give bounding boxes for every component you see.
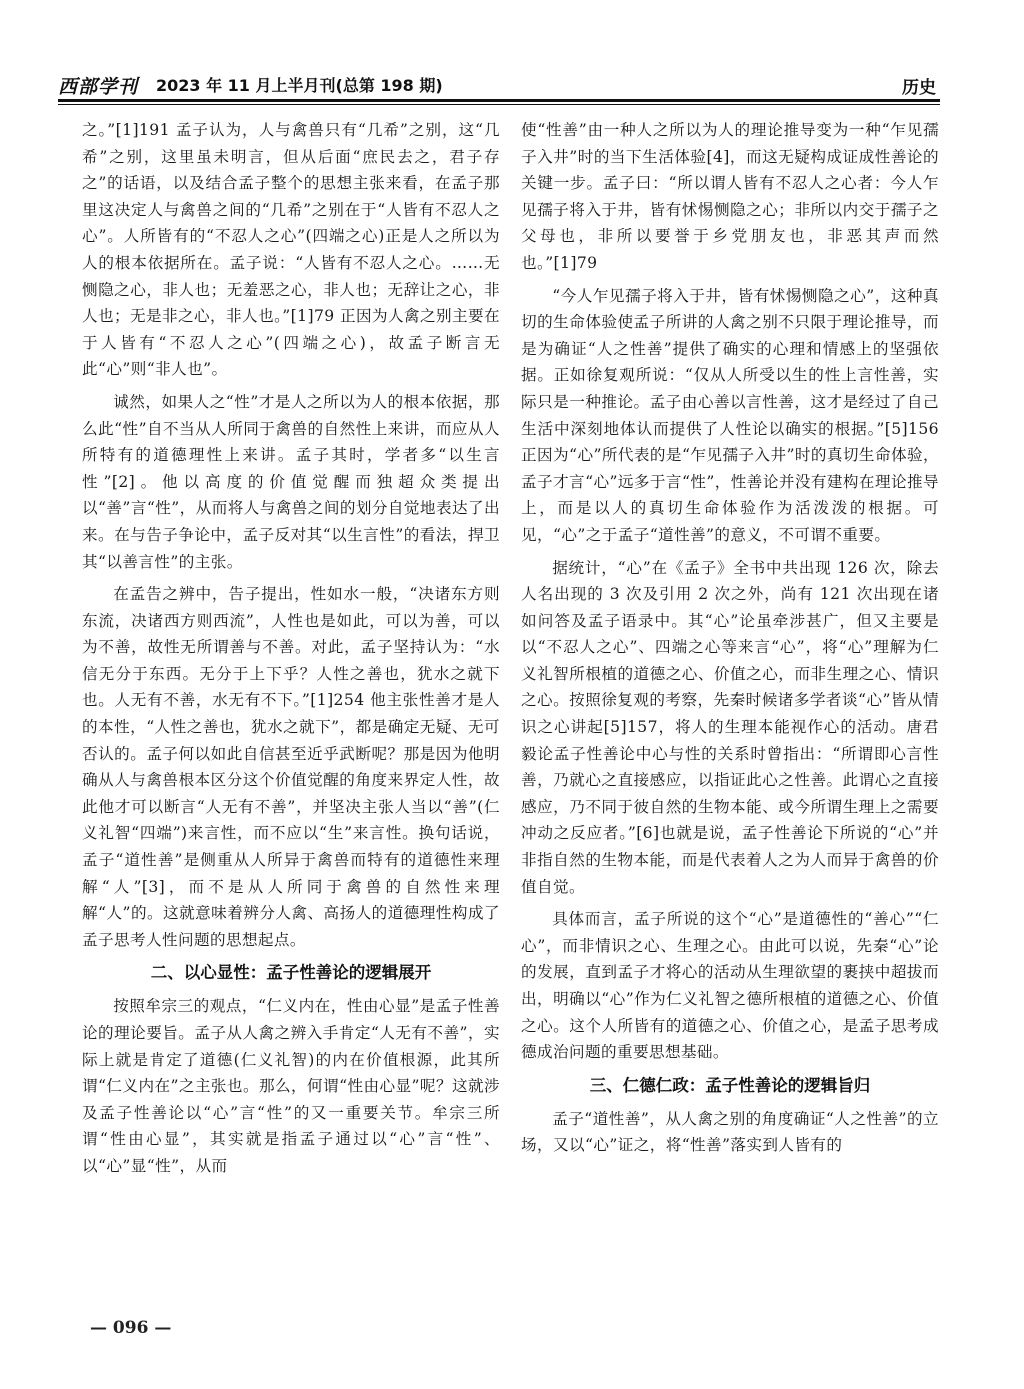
body-paragraph: 孟子“道性善”，从人禽之别的角度确证“人之性善”的立场，又以“心”证之，将“性善”落实到人皆有的: [521, 1109, 939, 1155]
section-heading: 二、以心显性：孟子性善论的逻辑展开: [150, 963, 432, 983]
section-heading: 三、仁德仁政：孟子性善论的逻辑旨归: [589, 1075, 871, 1095]
page-header: [58, 70, 940, 100]
header-rule-thin: [58, 104, 940, 105]
journal-name: 西部学刊: [58, 76, 139, 98]
right-column: [521, 117, 939, 1297]
body-paragraph: 按照牟宗三的观点，“仁义内在，性由心显”是孟子性善论的理论要旨。孟子从人禽之辨入手肯定“人无有不善”，实际上就是肯定了道德(仁义礼智)的内在价值根源，此其所谓“仁义内在”之主张也。那么，何谓“性由心显”呢？这就涉及孟子性善论以“心”言“性”的又一重要关节。牟宗三所谓“性由心显”，其实就是指孟子通过以“心”言“性”、以“心”显“性”，从而: [82, 997, 500, 1175]
section-label: 历史: [902, 78, 936, 98]
body-paragraph: “今人乍见孺子将入于井，皆有怵惕恻隐之心”，这种真切的生命体验使孟子所讲的人禽之别不只限于理论推导，而是为确证“人之性善”提供了确实的心理和情感上的坚强依据。正如徐复观所说：“仅从人所受以生的性上言性善，实际只是一种推论。孟子由心善以言性善，这才是经过了自己生活中深刻地体认而提供了人性论以确实的根据。”[5]156 正因为“心”所代表的是“乍见孺子入井”时的真切生命体验，孟子才言“心”远多于言“性”，性善论并没有建构在理论推导上，而是以人的真切生命体验作为活泼泼的根据。可见，“心”之于孟子“道性善”的意义，不可谓不重要。: [521, 286, 939, 544]
page-number: — 096 —: [90, 1318, 172, 1338]
issue-info: 2023 年 11 月上半月刊(总第 198 期): [156, 76, 443, 95]
body-paragraph: 诚然，如果人之“性”才是人之所以为人的根本依据，那么此“性”自不当从人所同于禽兽的自然性上来讲，而应从人所特有的道德理性上来讲。孟子其时，学者多“以生言性”[2]。他以高度的价值觉醒而独超众类提出以“善”言“性”，从而将人与禽兽之间的划分自觉地表达了出来。在与告子争论中，孟子反对其“以生言性”的看法，捍卫其“以善言性”的主张。: [82, 392, 500, 571]
body-paragraph: 之。”[1]191 孟子认为，人与禽兽只有“几希”之别，这“几希”之别，这里虽未明言，但从后面“庶民去之，君子存之”的话语，以及结合孟子整个的思想主张来看，在孟子那里这决定人与禽兽之间的“几希”之别在于“人皆有不忍人之心”。人所皆有的“不忍人之心”(四端之心)正是人之所以为人的根本依据所在。孟子说：“人皆有不忍人之心。……无恻隐之心，非人也；无羞恶之心，非人也；无辞让之心，非人也；无是非之心，非人也。”[1]79 正因为人禽之别主要在于人皆有“不忍人之心”(四端之心)，故孟子断言无此“心”则“非人也”。: [82, 121, 500, 379]
body-paragraph: 据统计，“心”在《孟子》全书中共出现 126 次，除去人名出现的 3 次及引用 2 次之外，尚有 121 次出现在诸如问答及孟子语录中。其“心”论虽牵涉甚广，但又主要是以“不忍人之心”、四端之心等来言“心”，将“心”理解为仁义礼智所根植的道德之心、价值之心，而非生理之心、情识之心。按照徐复观的考察，先秦时候诸多学者谈“心”皆从情识之心讲起[5]157，将人的生理本能视作心的活动。唐君毅论孟子性善论中心与性的关系时曾指出：“所谓即心言性善，乃就心之直接感应，以指证此心之性善。此谓心之直接感应，乃不同于彼自然的生物本能、或今所谓生理上之需要冲动之反应者。”[6]也就是说，孟子性善论下所说的“心”并非指自然的生物本能，而是代表着人之为人而异于禽兽的价值自觉。: [521, 558, 939, 896]
body-paragraph: 具体而言，孟子所说的这个“心”是道德性的“善心”“仁心”，而非情识之心、生理之心。由此可以说，先秦“心”论的发展，直到孟子才将心的活动从生理欲望的裹挟中超拔而出，明确以“心”作为仁义礼智之德所根植的道德之心、价值之心。这个人所皆有的道德之心、价值之心，是孟子思考成德成治问题的重要思想基础。: [521, 910, 939, 1062]
header-rule-thick: [58, 99, 940, 102]
left-column: [82, 117, 500, 1297]
body-paragraph: 使“性善”由一种人之所以为人的理论推导变为一种“乍见孺子入井”时的当下生活体验[4]，而这无疑构成证成性善论的关键一步。孟子曰：“所以谓人皆有不忍人之心者：今人乍见孺子将入于井，皆有怵惕恻隐之心；非所以内交于孺子之父母也，非所以要誉于乡党朋友也，非恶其声而然也。”[1]79: [521, 121, 939, 272]
body-paragraph: 在孟告之辨中，告子提出，性如水一般，“决诸东方则东流，决诸西方则西流”，人性也是如此，可以为善，可以为不善，故性无所谓善与不善。对此，孟子坚持认为：“水信无分于东西。无分于上下乎？人性之善也，犹水之就下也。人无有不善，水无有不下。”[1]254 他主张性善才是人的本性，“人性之善也，犹水之就下”，都是确定无疑、无可否认的。孟子何以如此自信甚至近乎武断呢？那是因为他明确从人与禽兽根本区分这个价值觉醒的角度来界定人性，故此他才可以断言“人无有不善”，并坚决主张人当以“善”(仁义礼智“四端”)来言性，而不应以“生”来言性。换句话说，孟子“道性善”是侧重从人所异于禽兽而特有的道德性来理解“人”[3]，而不是从人所同于禽兽的自然性来理解“人”的。这就意味着辨分人禽、高扬人的道德理性构成了孟子思考人性问题的思想起点。: [82, 585, 500, 949]
